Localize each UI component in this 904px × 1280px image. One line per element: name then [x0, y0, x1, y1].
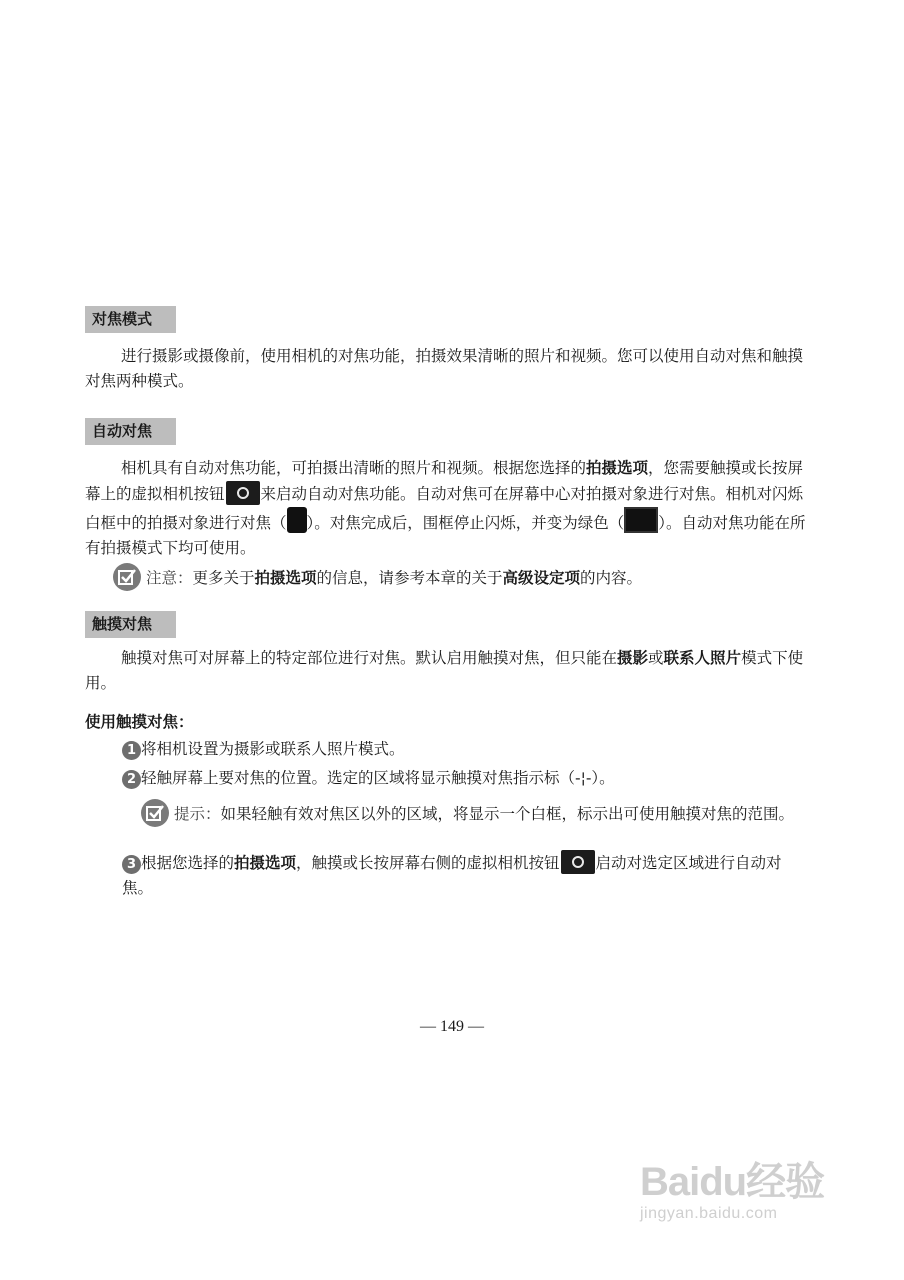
note-text-bold-option: 拍摄选项 [254, 569, 317, 587]
camera-shutter-icon [226, 481, 260, 505]
touch-focus-paragraph [85, 646, 813, 696]
note-text-a: 更多关于 [192, 569, 255, 587]
step-3-text-c: ，触摸或长按屏幕右侧的虚拟相机按钮 [296, 854, 560, 872]
tip-text: 如果轻触有效对焦区以外的区域，将显示一个白框，标示出可使用触摸对焦的范围。 [220, 805, 794, 823]
auto-focus-text-d: 来启动自动对焦功能。自动对焦可在屏幕中心对拍摄对象进行对焦。相机对闪烁白框中的拍摄对象进行对焦（ [85, 485, 804, 532]
step-2-text: 轻触屏幕上要对焦的位置。选定的区域将显示触摸对焦指示标（-¦-）。 [141, 769, 615, 787]
section-heading-focus-mode: 对焦模式 [85, 306, 176, 333]
focus-frame-green-icon [624, 507, 658, 533]
note-text-c: 的信息，请参考本章的关于 [316, 569, 503, 587]
checkbox-note-icon [113, 563, 141, 591]
step-3-text-a: 根据您选择的 [141, 854, 235, 872]
page-number: — 149 — [420, 1018, 484, 1035]
checkbox-note-icon [141, 799, 169, 827]
focus-mode-text: 进行摄影或摄像前，使用相机的对焦功能，拍摄效果清晰的照片和视频。您可以使用自动对焦和触摸对焦两种模式。 [85, 347, 804, 390]
focus-mode-paragraph [85, 344, 813, 394]
auto-focus-text-bold-option: 拍摄选项 [586, 459, 649, 477]
step-2 [122, 766, 812, 791]
step-1-text: 将相机设置为摄影或联系人照片模式。 [141, 740, 405, 758]
touch-focus-tip [141, 799, 813, 827]
touch-focus-bold-contact: 联系人照片 [663, 649, 742, 667]
touch-focus-text-e: 模式下使用。 [85, 649, 804, 692]
section-heading-touch-focus: 触摸对焦 [85, 611, 176, 638]
auto-focus-note [113, 563, 813, 591]
auto-focus-text-f: ）。自动对焦功能在所有拍摄模式下均可使用。 [85, 514, 806, 557]
baidu-watermark [640, 1150, 824, 1223]
step-number-3: 3 [122, 855, 141, 874]
step-3-text-d: 启动对选定区域进行自动对焦。 [122, 854, 782, 897]
note-text-e: 的内容。 [580, 569, 643, 587]
camera-shutter-icon [561, 850, 595, 874]
tip-label: 提示： [173, 805, 221, 823]
step-1 [122, 737, 812, 762]
step-3-bold-option: 拍摄选项 [234, 854, 297, 872]
step-number-1: 1 [122, 741, 141, 760]
auto-focus-paragraph [85, 456, 813, 561]
touch-focus-bold-photo: 摄影 [617, 649, 649, 667]
touch-focus-text-c: 或 [648, 649, 664, 667]
note-text-bold-advanced: 高级设定项 [502, 569, 581, 587]
step-3 [122, 850, 812, 901]
focus-frame-white-icon [287, 507, 307, 533]
use-touch-focus-heading: 使用触摸对焦： [85, 713, 194, 731]
auto-focus-text-a: 相机具有自动对焦功能，可拍摄出清晰的照片和视频。根据您选择的 [121, 459, 587, 477]
watermark-url: jingyan.baidu.com [640, 1205, 778, 1222]
touch-focus-text-a: 触摸对焦可对屏幕上的特定部位进行对焦。默认启用触摸对焦，但只能在 [121, 649, 618, 667]
auto-focus-text-e: ）。对焦完成后，围框停止闪烁，并变为绿色（ [306, 514, 625, 532]
auto-focus-text-c: ，您需要触摸或长按屏幕上的虚拟相机按钮 [85, 459, 804, 503]
watermark-logo: Baidu经验 [640, 1160, 825, 1204]
step-number-2: 2 [122, 770, 141, 789]
note-label: 注意： [145, 569, 193, 587]
section-heading-auto-focus: 自动对焦 [85, 418, 176, 445]
